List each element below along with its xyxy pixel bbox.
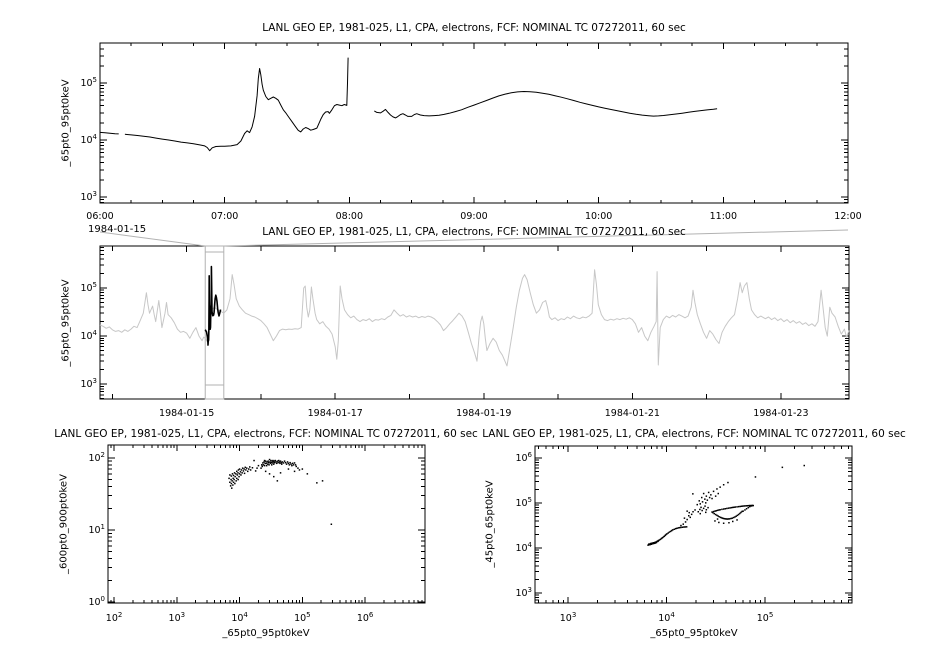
axis-tick-label: 09:00 xyxy=(460,211,488,222)
axes-frame xyxy=(100,246,849,399)
axis-tick-label: $10^3$ xyxy=(168,611,186,624)
axis-tick-label: 06:00 xyxy=(86,211,114,222)
axis-tick-label: $10^5$ xyxy=(515,496,532,510)
axis-tick-label: $10^2$ xyxy=(88,450,105,464)
axis-tick-label: $10^5$ xyxy=(80,76,97,90)
axis-tick-label: $10^3$ xyxy=(559,611,577,624)
axis-tick-label: 1984-01-23 xyxy=(753,408,809,419)
axis-tick-label: $10^3$ xyxy=(80,190,97,204)
axis-tick-label: $10^0$ xyxy=(88,595,105,609)
axis-tick-label: $10^3$ xyxy=(515,586,532,600)
axis-tick-label: $10^5$ xyxy=(294,611,311,624)
x-axis-label: _65pt0_95pt0keV xyxy=(222,628,310,639)
axis-tick-label: $10^6$ xyxy=(356,611,374,624)
y-axis-label: _65pt0_95pt0keV xyxy=(60,279,72,367)
axis-tick-label: $10^2$ xyxy=(105,611,123,624)
axes-frame xyxy=(100,43,848,203)
axis-tick-label: 08:00 xyxy=(335,211,364,222)
scatter-points xyxy=(228,459,332,525)
axis-tick-label: 10:00 xyxy=(584,211,613,222)
axis-tick-label: 07:00 xyxy=(210,211,239,222)
axis-tick-label: $10^4$ xyxy=(231,611,248,624)
chart-title: LANL GEO EP, 1981-025, L1, CPA, electrons, FCF: NOMINAL TC 07272011, 60 sec xyxy=(262,226,686,238)
x-axis-label: _65pt0_95pt0keV xyxy=(650,628,738,639)
axis-tick-label: $10^4$ xyxy=(515,541,532,555)
axis-tick-label: 1984-01-21 xyxy=(604,408,660,419)
axis-tick-label: $10^5$ xyxy=(756,611,774,624)
chart-title: LANL GEO EP, 1981-025, L1, CPA, electrons, FCF: NOMINAL TC 07272011, 60 sec xyxy=(482,428,906,440)
axes-frame xyxy=(108,445,425,603)
top-timeseries xyxy=(80,43,861,222)
axis-tick-label: $10^4$ xyxy=(658,611,675,624)
scatter-45-65 xyxy=(515,446,852,624)
axis-tick-label: 1984-01-19 xyxy=(456,408,512,419)
axis-tick-label: 1984-01-15 xyxy=(159,408,215,419)
axis-tick-label: 12:00 xyxy=(834,211,862,222)
y-axis-label: _65pt0_95pt0keV xyxy=(60,79,72,167)
scatter-600-900 xyxy=(88,445,425,624)
overview-timeseries xyxy=(80,230,849,419)
axis-tick-label: $10^4$ xyxy=(80,329,97,343)
axis-tick-label: $10^3$ xyxy=(80,377,97,391)
axes-frame xyxy=(535,446,852,603)
axis-tick-label: $10^4$ xyxy=(80,133,97,147)
chart-title: LANL GEO EP, 1981-025, L1, CPA, electrons, FCF: NOMINAL TC 07272011, 60 sec xyxy=(262,22,686,34)
y-axis-label: _45pt0_65pt0keV xyxy=(484,480,496,568)
chart-title: LANL GEO EP, 1981-025, L1, CPA, electrons, FCF: NOMINAL TC 07272011, 60 sec xyxy=(54,428,478,440)
axis-tick-label: 11:00 xyxy=(709,211,738,222)
axis-tick-label: 1984-01-17 xyxy=(307,408,363,419)
date-annotation: 1984-01-15 xyxy=(88,224,147,235)
axis-tick-label: $10^1$ xyxy=(88,522,105,536)
scatter-points xyxy=(647,465,805,546)
data-line-_65pt0_95pt0keV xyxy=(100,58,717,151)
axis-tick-label: $10^6$ xyxy=(515,451,532,465)
axis-tick-label: $10^5$ xyxy=(80,281,97,295)
y-axis-label: _600pt0_900pt0keV xyxy=(58,474,70,574)
data-line-highlighted-interval xyxy=(205,267,220,346)
